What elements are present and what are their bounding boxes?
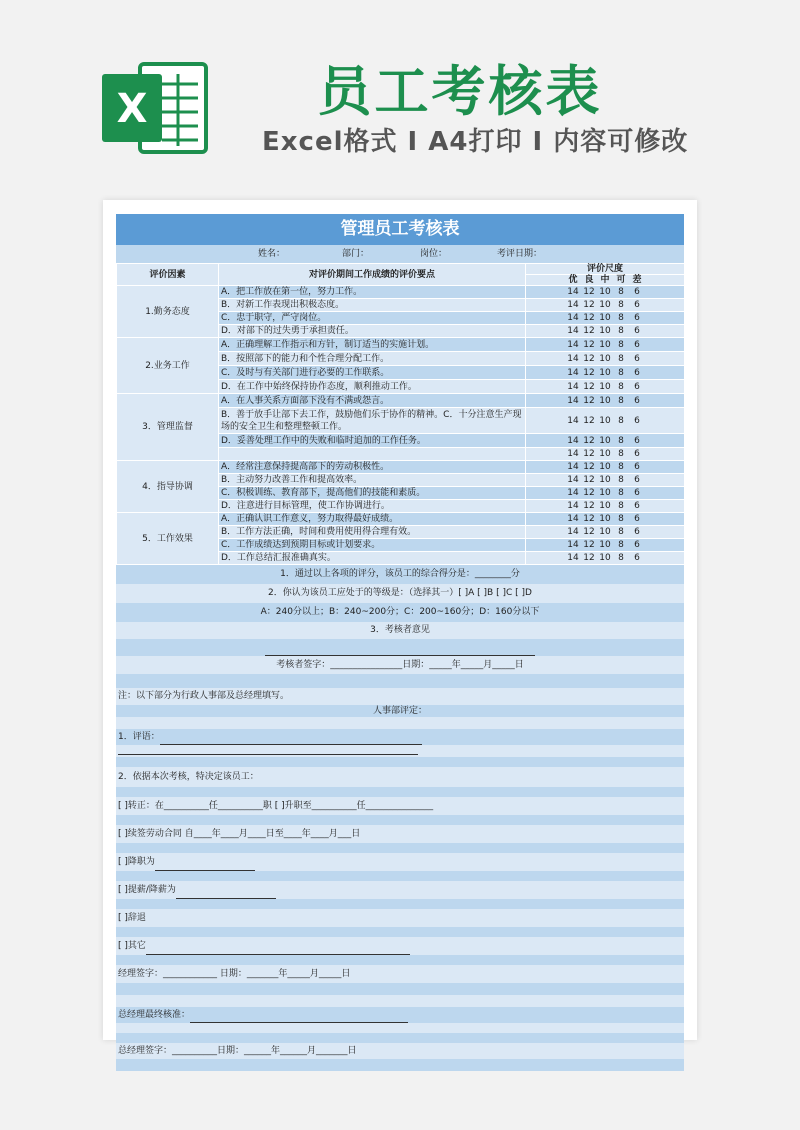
post-label: 岗位： (420, 249, 448, 259)
criterion-cell: B．主动努力改善工作和提高效率。 (219, 474, 526, 487)
table-row (117, 338, 685, 352)
score-value: 12 (583, 313, 595, 323)
criterion-cell: D．对部下的过失勇于承担责任。 (219, 325, 526, 338)
score-value: 12 (583, 553, 595, 563)
score-value: 6 (634, 514, 640, 524)
score-value: 6 (634, 313, 640, 323)
score-cell (526, 487, 685, 500)
criterion-cell: C．工作成绩达到预期目标或计划要求。 (219, 539, 526, 552)
score-value: 6 (634, 287, 640, 297)
scale-header: 评价尺度 (526, 264, 685, 275)
score-cell (526, 461, 685, 474)
blank-band (116, 955, 684, 965)
score-value: 6 (634, 381, 640, 392)
level-fair: 可 (616, 275, 626, 285)
criterion-cell: A．经常注意保持提高部下的劳动积极性。 (219, 461, 526, 474)
score-value: 12 (583, 514, 595, 524)
score-value: 8 (618, 540, 624, 550)
score-value: 12 (583, 475, 595, 485)
dept-label: 部门： (342, 249, 370, 259)
table-header (117, 264, 685, 275)
score-value: 8 (618, 287, 624, 297)
score-cell (526, 366, 685, 380)
factor-cell: 2.业务工作 (117, 338, 219, 394)
levels-cell (526, 275, 685, 286)
score-value: 10 (599, 488, 611, 498)
other-underline (146, 944, 410, 955)
comment-underline (160, 734, 422, 745)
criterion-cell: C．积极训练、教育部下，提高他们的技能和素质。 (219, 487, 526, 500)
score-cell (526, 539, 685, 552)
score-value: 10 (599, 313, 611, 323)
score-value: 14 (567, 415, 579, 426)
factor-cell: 5．工作效果 (117, 513, 219, 565)
option-other (116, 937, 684, 955)
score-value: 8 (618, 381, 624, 392)
score-value: 12 (583, 435, 595, 446)
score-value: 6 (634, 415, 640, 426)
score-value: 12 (583, 381, 595, 392)
level-poor: 差 (632, 275, 642, 285)
score-value: 10 (599, 475, 611, 485)
gm-signature: 总经理签字：__________日期：______年______月_______日 (116, 1043, 684, 1059)
criterion-cell: A．在人事关系方面部下没有不满或怨言。 (219, 394, 526, 408)
score-cell (526, 474, 685, 487)
score-value: 12 (583, 415, 595, 426)
score-value: 10 (599, 501, 611, 511)
score-value: 8 (618, 488, 624, 498)
score-cell (526, 500, 685, 513)
option-renew-contract: [ ]续签劳动合同 自____年____月____日至____年____月___日 (116, 825, 684, 843)
summary-grade: 2．你认为该员工应处于的等级是：（选择其一）[ ]A [ ]B [ ]C [ ]D (116, 584, 684, 603)
score-value: 8 (618, 435, 624, 446)
score-value: 10 (599, 353, 611, 364)
blank-band (116, 1023, 684, 1033)
summary-score: 1．通过以上各项的评分，该员工的综合得分是：________分 (116, 565, 684, 584)
score-value: 14 (567, 367, 579, 378)
score-value: 12 (583, 367, 595, 378)
criterion-cell: C．及时与有关部门进行必要的工作联系。 (219, 366, 526, 380)
score-value: 14 (567, 540, 579, 550)
summary-grade-scale: A：240分以上；B：240~200分；C：200~160分；D：160分以下 (116, 603, 684, 622)
score-value: 8 (618, 395, 624, 406)
score-value: 12 (583, 326, 595, 336)
criterion-cell: A．正确认识工作意义，努力取得最好成绩。 (219, 513, 526, 526)
score-cell (526, 312, 685, 325)
score-cell (526, 513, 685, 526)
blank-band (116, 983, 684, 995)
score-value: 8 (618, 367, 624, 378)
score-value: 12 (583, 540, 595, 550)
score-value: 14 (567, 449, 579, 459)
hr-comment-label: 1．评语： (118, 732, 160, 742)
score-value: 14 (567, 553, 579, 563)
score-value: 6 (634, 395, 640, 406)
name-label: 姓名： (258, 249, 286, 259)
reviewer-signature: 考核者签字：________________日期：_____年_____月_____日 (116, 656, 684, 674)
score-value: 6 (634, 488, 640, 498)
level-medium: 中 (600, 275, 610, 285)
option-dismiss: [ ]辞退 (116, 909, 684, 927)
score-value: 12 (583, 287, 595, 297)
score-cell (526, 394, 685, 408)
score-value: 8 (618, 300, 624, 310)
blank-band (116, 995, 684, 1007)
blank-band (116, 899, 684, 909)
score-value: 10 (599, 514, 611, 524)
blank-band (116, 717, 684, 729)
score-value: 8 (618, 339, 624, 350)
score-value: 14 (567, 287, 579, 297)
score-value: 12 (583, 395, 595, 406)
score-cell (526, 408, 685, 434)
score-value: 14 (567, 300, 579, 310)
score-value: 6 (634, 435, 640, 446)
score-value: 10 (599, 435, 611, 446)
score-value: 8 (618, 313, 624, 323)
score-value: 6 (634, 339, 640, 350)
score-value: 8 (618, 527, 624, 537)
score-cell (526, 338, 685, 352)
option-salary (116, 881, 684, 899)
score-value: 8 (618, 553, 624, 563)
score-value: 8 (618, 353, 624, 364)
score-value: 12 (583, 339, 595, 350)
hr-title: 人事部评定： (116, 705, 684, 717)
hr-note: 注：以下部分为行政人事部及总经理填写。 (116, 688, 684, 705)
score-cell (526, 352, 685, 366)
score-value: 12 (583, 300, 595, 310)
blank-band (116, 1059, 684, 1071)
score-value: 10 (599, 462, 611, 472)
score-value: 14 (567, 313, 579, 323)
assessment-sheet (116, 214, 684, 1056)
level-excellent: 优 (568, 275, 578, 285)
score-value: 10 (599, 367, 611, 378)
info-row (116, 245, 684, 263)
score-value: 14 (567, 488, 579, 498)
score-value: 10 (599, 300, 611, 310)
date-label: 考评日期： (497, 249, 543, 259)
banner-subtitle: Excel格式 I A4打印 I 内容可修改 (262, 127, 689, 157)
score-cell (526, 380, 685, 394)
blank-band (116, 674, 684, 688)
banner (0, 0, 800, 190)
score-value: 14 (567, 381, 579, 392)
score-value: 8 (618, 501, 624, 511)
score-value: 10 (599, 381, 611, 392)
criterion-cell: B．按照部下的能力和个性合理分配工作。 (219, 352, 526, 366)
score-cell (526, 434, 685, 448)
score-value: 12 (583, 449, 595, 459)
reviewer-opinion-line (116, 639, 684, 656)
score-value: 6 (634, 326, 640, 336)
blank-band (116, 1033, 684, 1043)
criterion-cell: A．把工作放在第一位，努力工作。 (219, 286, 526, 299)
banner-title: 员工考核表 (317, 60, 603, 123)
score-value: 10 (599, 395, 611, 406)
criterion-cell: D．妥善处理工作中的失败和临时追加的工作任务。 (219, 434, 526, 448)
score-value: 10 (599, 553, 611, 563)
score-cell (526, 299, 685, 312)
score-value: 14 (567, 353, 579, 364)
score-value: 8 (618, 462, 624, 472)
score-value: 8 (618, 514, 624, 524)
gm-approval-label: 总经理最终核准： (118, 1010, 191, 1020)
criterion-cell: D．在工作中始终保持协作态度，顺利推动工作。 (219, 380, 526, 394)
approval-underline (190, 1012, 408, 1023)
criterion-cell (219, 448, 526, 461)
score-value: 6 (634, 353, 640, 364)
hr-comment-line (116, 745, 684, 757)
excel-logo-icon (100, 58, 210, 158)
criterion-cell: A．正确理解工作指示和方针，制订适当的实施计划。 (219, 338, 526, 352)
score-value: 10 (599, 326, 611, 336)
score-value: 14 (567, 435, 579, 446)
score-value: 6 (634, 501, 640, 511)
table-row (117, 286, 685, 299)
evaluation-body (117, 286, 685, 565)
score-value: 10 (599, 540, 611, 550)
score-value: 12 (583, 501, 595, 511)
criterion-cell: B．工作方法正确，时间和费用使用得合理有效。 (219, 526, 526, 539)
blank-band (116, 843, 684, 853)
score-cell (526, 448, 685, 461)
blank-band (116, 787, 684, 797)
option-confirm-promote: [ ]转正：在__________任__________职 [ ]升职至__________任_______________ (116, 797, 684, 815)
manager-signature: 经理签字：____________ 日期：_______年_____月_____日 (116, 965, 684, 983)
score-value: 12 (583, 462, 595, 472)
score-cell (526, 286, 685, 299)
score-value: 12 (583, 353, 595, 364)
score-value: 12 (583, 527, 595, 537)
comment-underline-2 (118, 747, 418, 755)
logo-letter: X (116, 86, 148, 132)
criterion-cell: B．善于放手让部下去工作，鼓励他们乐于协作的精神。C．十分注意生产现场的安全卫生和整理整顿工作。 (219, 408, 526, 434)
score-value: 10 (599, 415, 611, 426)
demote-underline (155, 860, 255, 871)
score-value: 14 (567, 475, 579, 485)
score-value: 14 (567, 395, 579, 406)
score-value: 6 (634, 540, 640, 550)
gm-approval (116, 1007, 684, 1023)
factor-cell: 3．管理监督 (117, 394, 219, 461)
factor-header: 评价因素 (117, 264, 219, 286)
criterion-cell: C．忠于职守，严守岗位。 (219, 312, 526, 325)
option-other-label: [ ]其它 (118, 941, 146, 951)
score-value: 6 (634, 462, 640, 472)
score-value: 14 (567, 326, 579, 336)
factor-cell: 1.勤务态度 (117, 286, 219, 338)
points-header: 对评价期间工作成绩的评价要点 (219, 264, 526, 286)
score-value: 12 (583, 488, 595, 498)
blank-band (116, 757, 684, 767)
score-value: 8 (618, 415, 624, 426)
reviewer-opinion-title: 3．考核者意见 (116, 622, 684, 639)
score-value: 10 (599, 449, 611, 459)
score-value: 14 (567, 501, 579, 511)
score-value: 6 (634, 449, 640, 459)
option-demote-label: [ ]降职为 (118, 857, 155, 867)
score-value: 6 (634, 367, 640, 378)
score-value: 14 (567, 462, 579, 472)
option-demote (116, 853, 684, 871)
score-value: 6 (634, 527, 640, 537)
sheet-title: 管理员工考核表 (116, 214, 684, 245)
score-value: 6 (634, 553, 640, 563)
score-value: 14 (567, 514, 579, 524)
score-value: 6 (634, 475, 640, 485)
criterion-cell: D．注意进行目标管理，使工作协调进行。 (219, 500, 526, 513)
table-row (117, 394, 685, 408)
score-cell (526, 325, 685, 338)
criterion-cell: B．对新工作表现出积极态度。 (219, 299, 526, 312)
score-value: 14 (567, 339, 579, 350)
blank-band (116, 871, 684, 881)
score-cell (526, 526, 685, 539)
opinion-underline (265, 645, 535, 656)
evaluation-table (116, 263, 685, 565)
criterion-cell: D．工作总结汇报准确真实。 (219, 552, 526, 565)
table-row (117, 461, 685, 474)
score-value: 10 (599, 527, 611, 537)
factor-cell: 4．指导协调 (117, 461, 219, 513)
blank-band (116, 927, 684, 937)
score-value: 8 (618, 449, 624, 459)
hr-decision: 2．依据本次考核，特决定该员工： (116, 767, 684, 787)
score-value: 8 (618, 475, 624, 485)
score-value: 10 (599, 339, 611, 350)
option-salary-label: [ ]提薪/降薪为 (118, 885, 176, 895)
blank-band (116, 815, 684, 825)
salary-underline (176, 888, 276, 899)
hr-comment (116, 729, 684, 745)
score-value: 10 (599, 287, 611, 297)
table-row (117, 513, 685, 526)
score-value: 6 (634, 300, 640, 310)
score-cell (526, 552, 685, 565)
score-value: 8 (618, 326, 624, 336)
score-value: 14 (567, 527, 579, 537)
level-good: 良 (584, 275, 594, 285)
